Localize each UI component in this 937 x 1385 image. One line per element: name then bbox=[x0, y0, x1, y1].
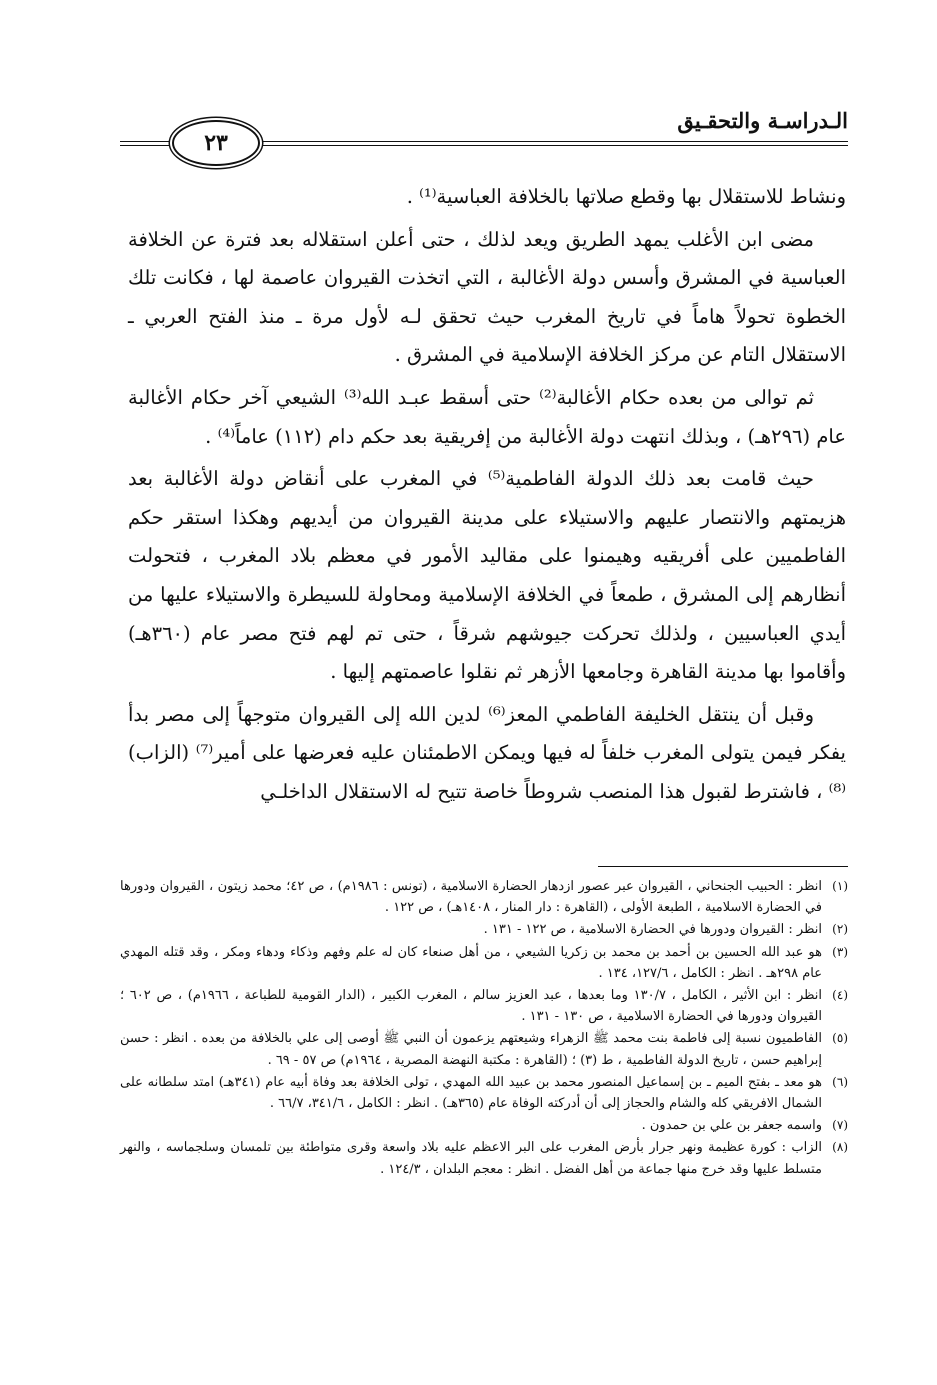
page-number-oval bbox=[172, 120, 260, 166]
paragraph: ثم توالى من بعده حكام الأغالبة⁽²⁾ حتى أسقط عبـد الله⁽³⁾ الشيعي آخر حكام الأغالبة عام (٢٩٦هـ) ، وبذلك انتهت دولة الأغالبة من إفريقية بعد حكم دام (١١٢) عاماً⁽⁴⁾ . bbox=[128, 385, 846, 448]
footnote-text: انظر : ابن الأثير ، الكامل ، ١٣٠/٧ وما بعدها ، عبد العزيز سالم ، المغرب الكبير ، (الدار القومية للطباعة ، ١٩٦٦م) ، ص ٦٠٢ ؛ القيروان ودورها في الحضارة الاسلامية ، ص ١٣٠ - ١٣١ . bbox=[120, 988, 823, 1025]
footnote-separator bbox=[598, 866, 848, 867]
footnote-text: هو معد ـ بفتح الميم ـ بن إسماعيل المنصور محمد بن عبيد الله المهدي ، تولى الخلافة بعد وفاة أبيه عام (٣٤١هـ) امتد سلطانه على الشمال الافريقي كله والشام والحجاز إلى أن أدركته الوفاة عام (٣٦٥هـ) . انظر : الكامل ، ٣٤١/٦، ٦٦/٧ . bbox=[120, 1074, 823, 1112]
footnote-number: (٧) bbox=[832, 1118, 848, 1133]
footnote bbox=[120, 1115, 848, 1136]
footnote-number: (٦) bbox=[832, 1074, 848, 1089]
footnote-number: (٣) bbox=[832, 944, 848, 959]
footnote bbox=[120, 942, 848, 984]
footnote bbox=[120, 1072, 848, 1114]
paragraph: وقبل أن ينتقل الخليفة الفاطمي المعز⁽⁶⁾ لدين الله إلى القيروان متوجهاً إلى مصر بدأ يفكر فيمن يتولى المغرب خلفاً له فيها ويمكن الاطمئنان عليه فعرضها على أمير⁽⁷⁾ (الزاب)⁽⁸⁾ ، فاشترط لقبول هذا المنصب شروطاً خاصة تتيح له الاستقلال الداخلـي bbox=[128, 702, 846, 803]
footnotes bbox=[120, 876, 848, 1181]
footnote bbox=[120, 919, 848, 940]
page-number: ٢٣ bbox=[204, 130, 228, 156]
main-text bbox=[128, 178, 846, 816]
footnote bbox=[120, 1028, 848, 1070]
paragraph: ونشاط للاستقلال بها وقطع صلاتها بالخلافة العباسية⁽¹⁾ . bbox=[406, 185, 846, 208]
footnote-number: (٤) bbox=[832, 988, 848, 1003]
footnote-text: واسمه جعفر بن علي بن حمدون . bbox=[641, 1118, 822, 1134]
footnote bbox=[120, 985, 848, 1027]
footnote-text: هو عبد الله الحسين بن أحمد بن محمد بن زكريا الشيعي ، من أهل صنعاء كان له علم وفهم وذكاء ودهاء ومكر ، وقد قتله المهدي عام ٢٩٨هـ . انظر : الكامل ، ١٢٧/٦، ١٣٤ . bbox=[120, 944, 822, 981]
paragraph: مضى ابن الأغلب يمهد الطريق ويعد لذلك ، حتى أعلن استقلاله بعد فترة عن الخلافة العباسية في المشرق وأسس دولة الأغالبة ، التي اتخذت القيروان عاصمة لها ، فكانت تلك الخطوة تحولاً هاماً في تاريخ المغرب حيث تحقق لـه لأول مرة ـ منذ الفتح العربي ـ الاستقلال التام عن مركز الخلافة الإسلامية في المشرق . bbox=[128, 227, 846, 367]
paragraph: حيث قامت بعد ذلك الدولة الفاطمية⁽⁵⁾ في المغرب على أنقاض دولة الأغالبة بعد هزيمتهم والانتصار عليهم والاستيلاء على مدينة القيروان من أيديهم وهكذا استقر حكم الفاطميين على أفريقيه وهيمنوا على مقاليد الأمور في معظم بلاد المغرب ، فتحولت أنظارهم إلى المشرق ، طمعاً في الخلافة الإسلامية ومحاولة للسيطرة والاستيلاء عليها من أيدي العباسيين ، ولذلك تحركت جيوشهم شرقاً ، حتى تم لهم فتح مصر عام (٣٦٠هـ) وأقاموا بها مدينة القاهرة وجامعها الأزهر ثم نقلوا عاصمتهم إليها . bbox=[128, 467, 846, 684]
footnote-number: (٨) bbox=[832, 1140, 848, 1155]
footnote-number: (١) bbox=[832, 879, 848, 893]
footnote-text: الفاطميون نسبة إلى فاطمة بنت محمد ﷺ الزهراء وشيعتهم يزعمون أن النبي ﷺ أوصى إلى علي بالخلافة من بعده . انظر : حسن إبراهيم حسن ، تاريخ الدولة الفاطمية ، ط (٣) ؛ (القاهرة : مكتبة النهضة المصرية ، ١٩٦٤م) ص ٥٧ - ٦٩ . bbox=[120, 1031, 822, 1068]
running-title: الـدراسـة والتحقـيق bbox=[677, 108, 848, 133]
footnote-text: انظر : القيروان ودورها في الحضارة الاسلامية ، ص ١٢٢ - ١٣١ . bbox=[483, 922, 822, 938]
footnote-text: انظر : الحبيب الجنحاني ، القيروان عبر عصور ازدهار الحضارة الاسلامية ، (تونس : ١٩٨٦م) ، ص ٤٢؛ محمد زيتون ، القيروان ودورها في الحضارة الاسلامية ، الطبعة الأولى ، (القاهرة : دار المنار ، ١٤٠٨هـ) ، ص ١٢٢ . bbox=[120, 879, 822, 916]
footnote bbox=[120, 876, 848, 918]
footnote bbox=[120, 1137, 848, 1179]
page-header bbox=[120, 100, 848, 172]
footnote-text: الزاب : كورة عظيمة ونهر جرار بأرض المغرب على البر الاعظم عليه بلاد واسعة وقرى متواطئة بين تلمسان وسلجماسه ، والنهر متسلط عليها وقد خرج منها جماعة من أهل الفضل . انظر : معجم البلدان ، ١٢٤/٣ . bbox=[120, 1140, 822, 1177]
footnote-number: (٥) bbox=[832, 1031, 848, 1046]
footnote-number: (٢) bbox=[832, 922, 848, 937]
